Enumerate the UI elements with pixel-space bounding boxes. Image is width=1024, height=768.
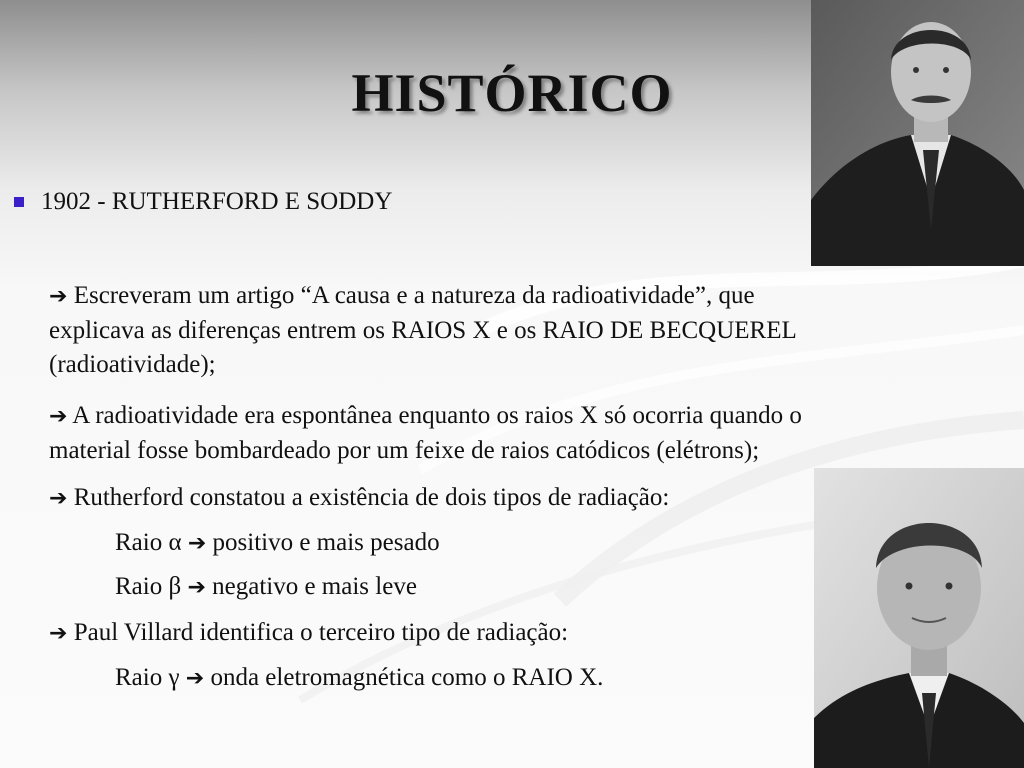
arrow-icon: ➔: [49, 621, 68, 646]
beta-label: Raio β: [115, 573, 188, 600]
beta-desc: negativo e mais leve: [205, 573, 417, 600]
bullet-item: [10, 188, 392, 216]
arrow-icon: ➔: [49, 486, 68, 511]
paragraph-1: [49, 279, 989, 382]
gamma-line: [49, 661, 989, 696]
beta-line: [49, 570, 989, 605]
slide-title: HISTÓRICO: [351, 63, 673, 123]
alpha-desc: positivo e mais pesado: [206, 529, 440, 556]
paragraph-3: [49, 481, 989, 516]
arrow-icon: ➔: [49, 284, 68, 309]
arrow-icon: ➔: [187, 531, 207, 556]
arrow-icon: ➔: [49, 404, 68, 429]
paragraph-1-line-1: Escreveram um artigo “A causa e a natureza da radioatividade”, que: [67, 282, 755, 309]
bullet-square-icon: [14, 197, 24, 207]
alpha-label: Raio α: [115, 529, 188, 556]
paragraph-4-text: Paul Villard identifica o terceiro tipo de radiação:: [67, 619, 569, 646]
paragraph-2-line-1: A radioatividade era espontânea enquanto os raios X só ocorria quando o: [67, 402, 802, 429]
arrow-icon: ➔: [187, 575, 206, 600]
bullet-text: 1902 - RUTHERFORD E SODDY: [41, 188, 393, 215]
paragraph-4: [49, 616, 989, 651]
paragraph-1-line-3: (radioatividade);: [49, 351, 216, 378]
arrow-icon: ➔: [185, 666, 205, 691]
rutherford-portrait: [811, 0, 1024, 266]
alpha-line: [49, 526, 989, 561]
gamma-desc: onda eletromagnética como o RAIO X.: [204, 664, 604, 691]
paragraph-2: [49, 399, 989, 468]
gamma-label: Raio γ: [115, 664, 186, 691]
paragraph-3-text: Rutherford constatou a existência de dois tipos de radiação:: [67, 484, 670, 511]
paragraph-1-line-2: explicava as diferenças entrem os RAIOS X e os RAIO DE BECQUEREL: [49, 317, 797, 344]
paragraph-2-line-2: material fosse bombardeado por um feixe de raios catódicos (elétrons);: [49, 437, 760, 464]
